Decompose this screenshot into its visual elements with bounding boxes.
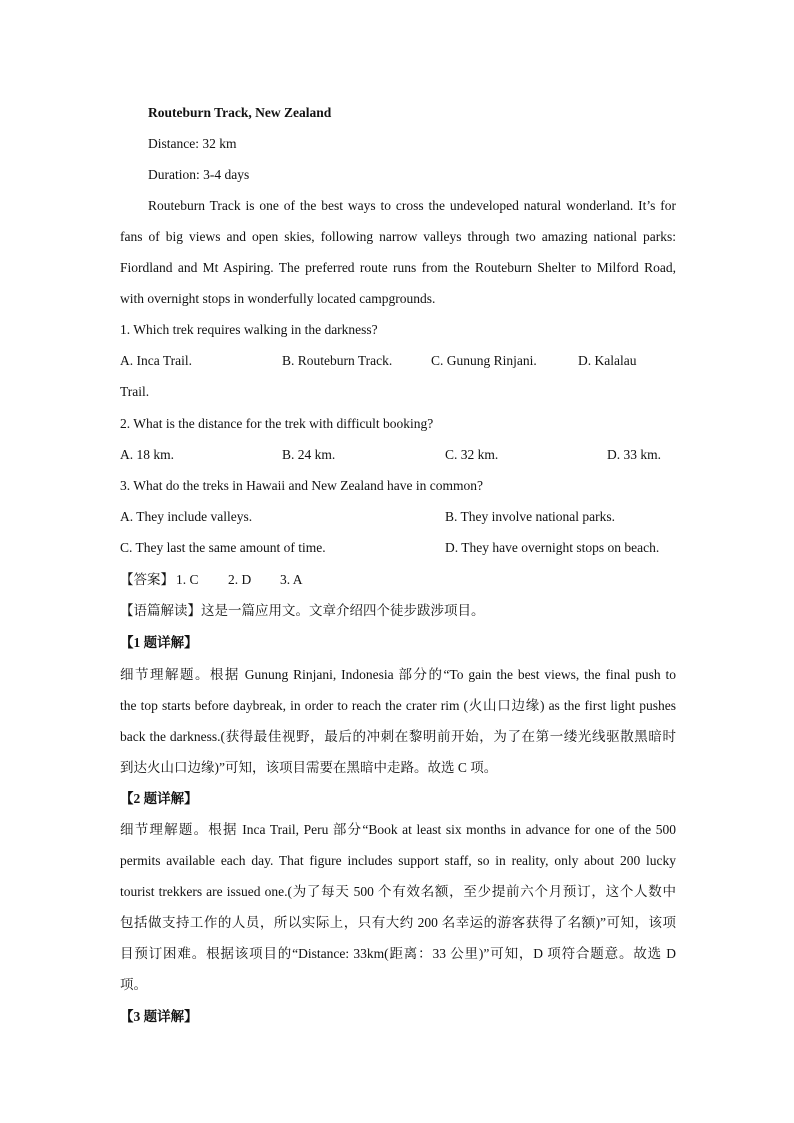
question-1-option-b: B. Routeburn Track. xyxy=(282,353,393,368)
detail-3-heading: 【3 题详解】 xyxy=(120,1009,198,1024)
passage-para-line: Fiordland and Mt Aspiring. The preferred route runs from the Routeburn Shelter to Milford Road, xyxy=(120,260,676,275)
detail-1-line: 到达火山口边缘)”可知，该项目需要在黑暗中走路。故选 C 项。 xyxy=(120,760,498,775)
detail-1-line: the top starts before daybreak, in order to reach the crater rim (火山口边缘) as the first light pushes xyxy=(120,698,676,713)
question-2-option-c: C. 32 km. xyxy=(445,447,499,462)
detail-2-line: 包括做支持工作的人员，所以实际上，只有大约 200 名幸运的游客获得了名额)”可知，该项 xyxy=(120,915,676,930)
detail-2-line: 项。 xyxy=(120,977,147,992)
question-3-stem: 3. What do the treks in Hawaii and New Zealand have in common? xyxy=(120,478,484,493)
passage-para-line: with overnight stops in wonderfully located campgrounds. xyxy=(120,291,436,306)
answer-item-1: 1. C xyxy=(176,572,199,587)
passage-para-line: Routeburn Track is one of the best ways to cross the undeveloped natural wonderland. It’s for xyxy=(148,198,676,213)
question-3-option-c: C. They last the same amount of time. xyxy=(120,540,326,555)
question-1-option-a: A. Inca Trail. xyxy=(120,353,192,368)
passage-para-line: fans of big views and open skies, following narrow valleys through two amazing national parks: xyxy=(120,229,676,244)
question-1-option-c: C. Gunung Rinjani. xyxy=(431,353,537,368)
passage-title: Routeburn Track, New Zealand xyxy=(148,105,332,120)
detail-1-line: 细节理解题。根据 Gunung Rinjani, Indonesia 部分的“To gain the best views, the final push to xyxy=(120,667,676,682)
question-1-option-d-wrap: Trail. xyxy=(120,384,150,399)
detail-2-line: 细节理解题。根据 Inca Trail, Peru 部分“Book at least six months in advance for one of the 500 xyxy=(120,822,676,837)
question-1-option-d: D. Kalalau xyxy=(578,353,637,368)
question-3-option-d: D. They have overnight stops on beach. xyxy=(445,540,660,555)
reading-summary: 【语篇解读】这是一篇应用文。文章介绍四个徒步跋涉项目。 xyxy=(120,603,485,618)
question-2-option-a: A. 18 km. xyxy=(120,447,174,462)
answer-item-3: 3. A xyxy=(280,572,303,587)
question-3-option-b: B. They involve national parks. xyxy=(445,509,615,524)
detail-2-heading: 【2 题详解】 xyxy=(120,791,198,806)
detail-1-line: back the darkness.(获得最佳视野，最后的冲刺在黎明前开始，为了在第一缕光线驱散黑暗时 xyxy=(120,729,676,744)
answer-label: 【答案】 xyxy=(120,572,174,587)
detail-1-heading: 【1 题详解】 xyxy=(120,635,198,650)
detail-2-line: tourist trekkers are issued one.(为了每天 500 个有效名额，至少提前六个月预订，这个人数中 xyxy=(120,884,676,899)
passage-duration: Duration: 3-4 days xyxy=(148,167,250,182)
question-2-option-b: B. 24 km. xyxy=(282,447,336,462)
passage-distance: Distance: 32 km xyxy=(148,136,237,151)
detail-2-line: 目预订困难。根据该项目的“Distance: 33km(距离：33 公里)”可知，D 项符合题意。故选 D xyxy=(120,946,676,961)
question-3-option-a: A. They include valleys. xyxy=(120,509,253,524)
question-2-option-d: D. 33 km. xyxy=(607,447,661,462)
question-2-stem: 2. What is the distance for the trek with difficult booking? xyxy=(120,416,434,431)
detail-2-line: permits available each day. That figure includes support staff, so in reality, only about 200 lucky xyxy=(120,853,676,868)
question-1-stem: 1. Which trek requires walking in the darkness? xyxy=(120,322,378,337)
answer-item-2: 2. D xyxy=(228,572,252,587)
